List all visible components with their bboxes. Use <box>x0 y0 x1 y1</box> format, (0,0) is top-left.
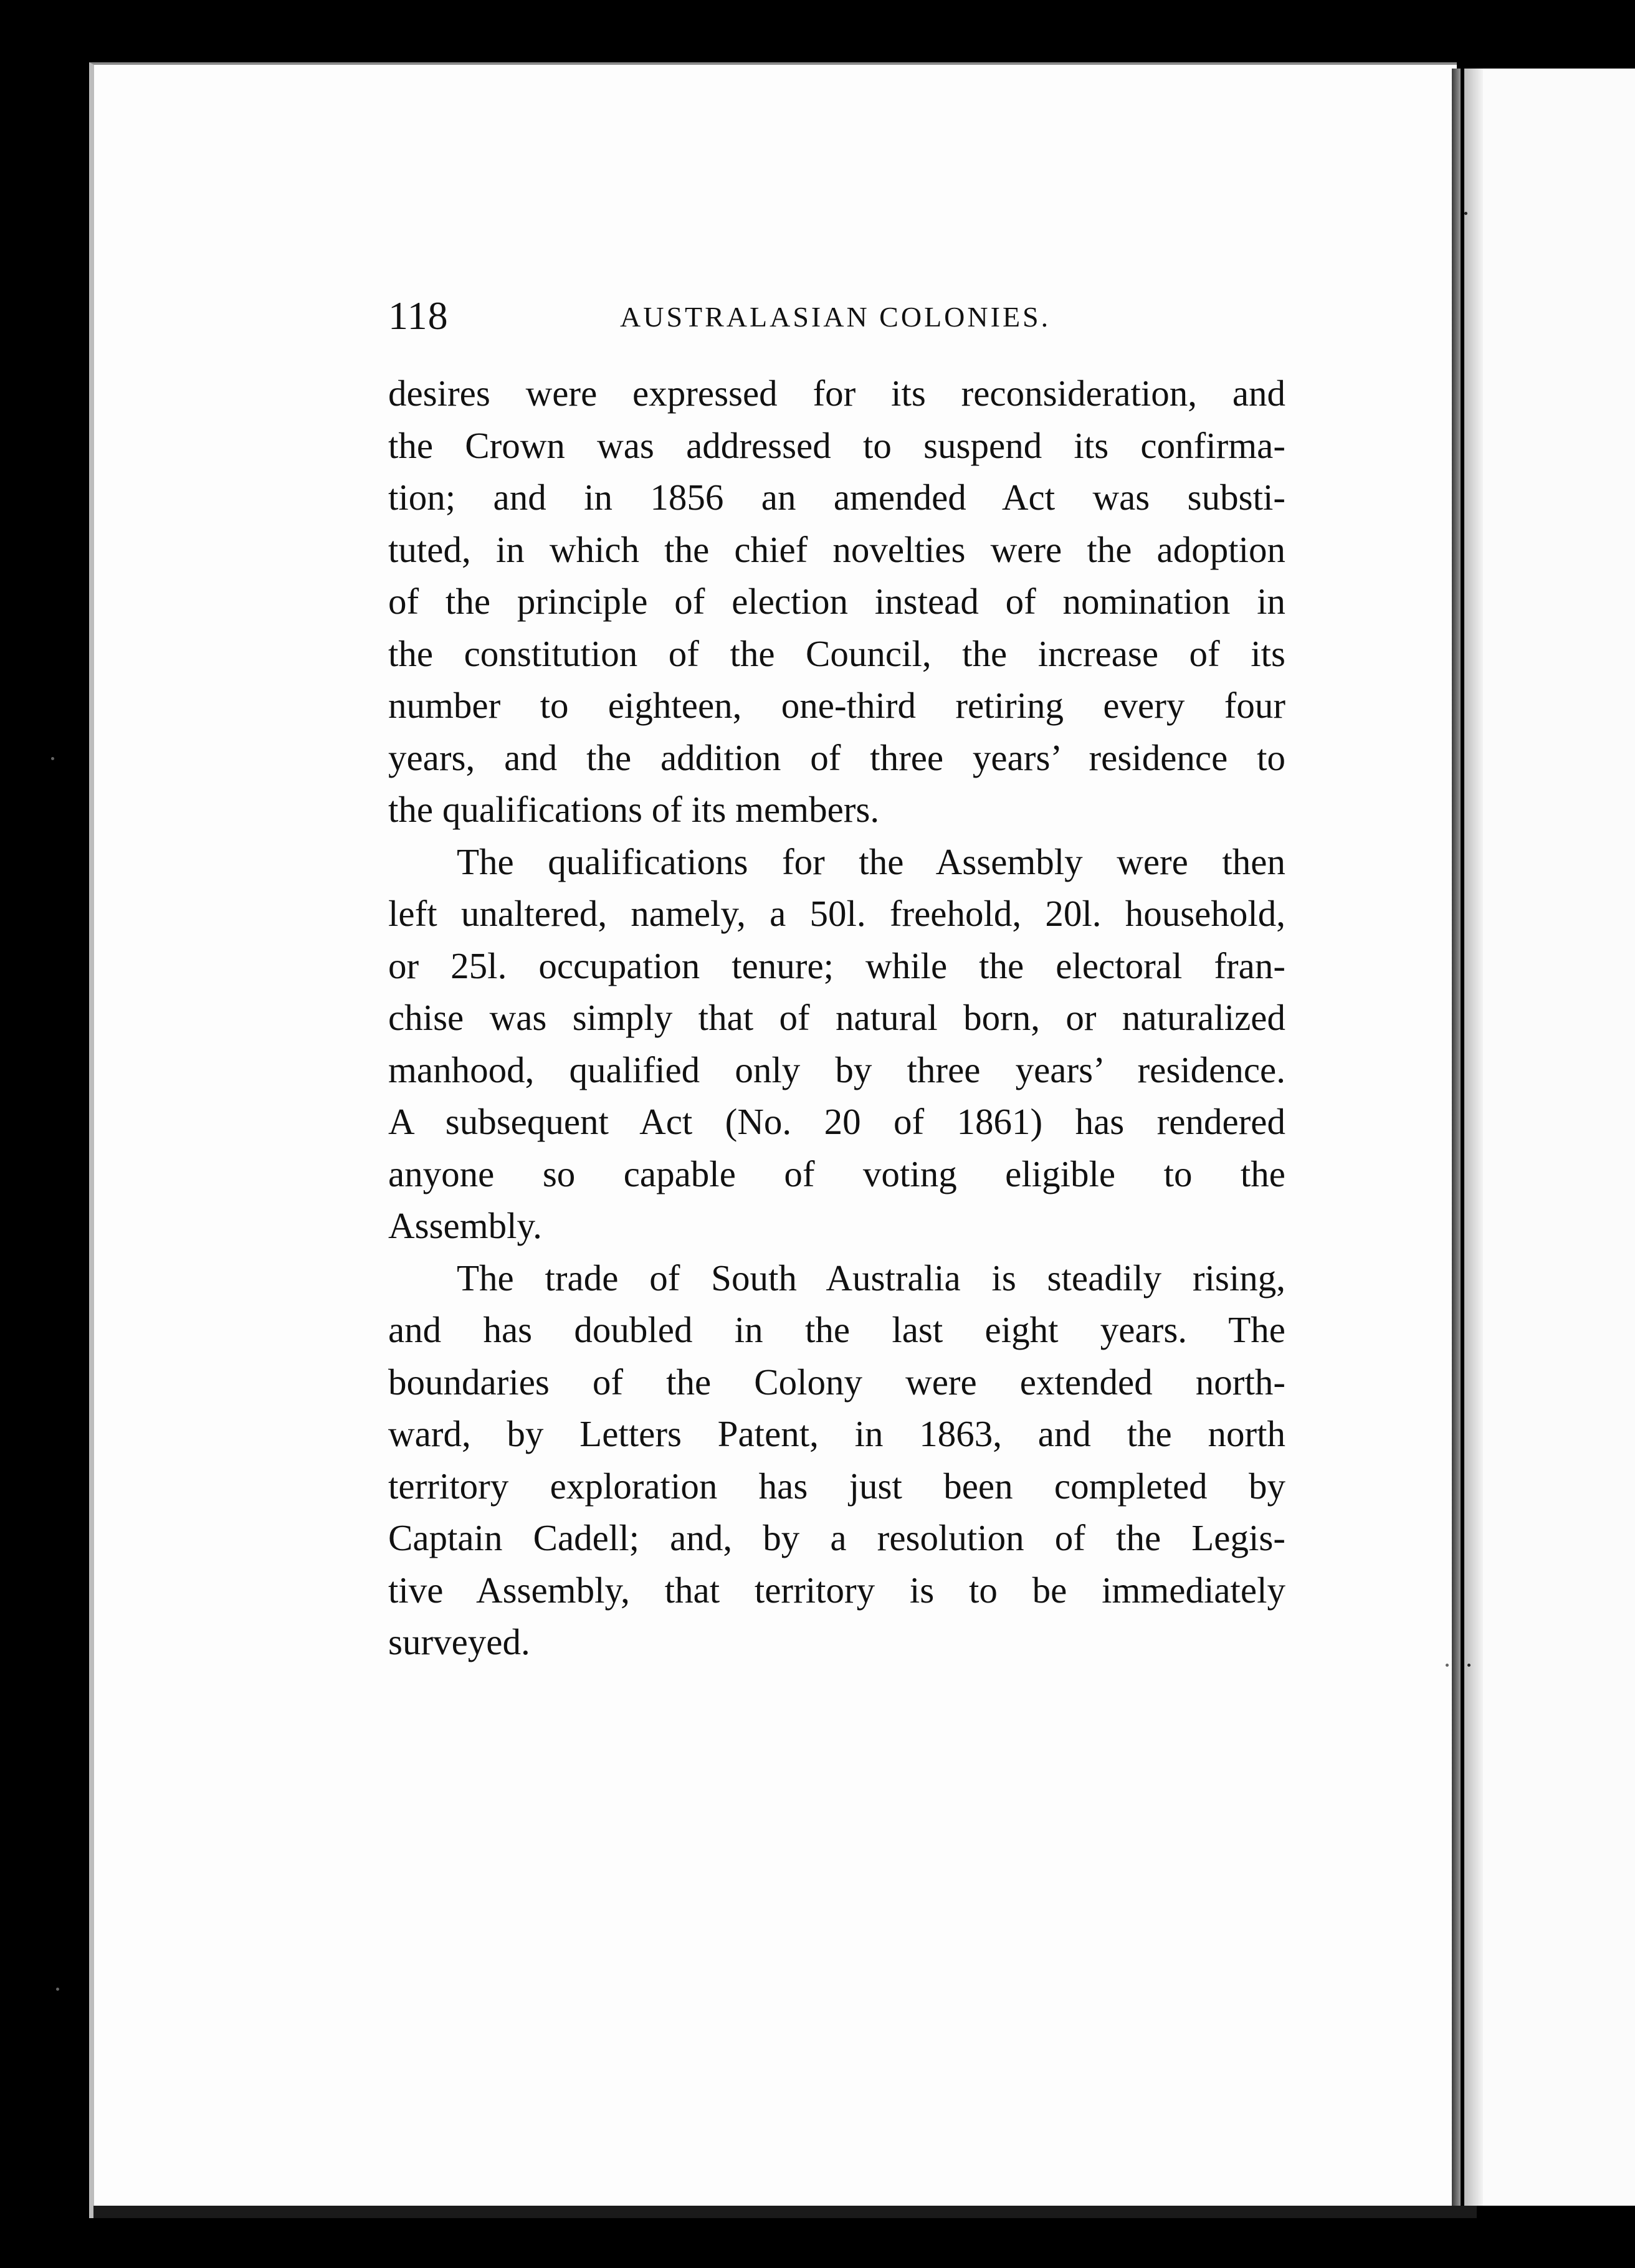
running-title: AUSTRALASIAN COLONIES. <box>620 301 1051 333</box>
text-line: the Crown was addressed to suspend its confirma- <box>388 424 1285 466</box>
page-edge-shadow <box>1452 69 1461 2212</box>
scan-speck <box>1467 1664 1471 1667</box>
text-line: A subsequent Act (No. 20 of 1861) has rendered <box>388 1101 1285 1142</box>
text-line: left unaltered, namely, a 50l. freehold, 20l. household, <box>388 893 1285 934</box>
facing-page-edge <box>1464 69 1635 2206</box>
scan-speck <box>51 757 54 760</box>
text-line: or 25l. occupation tenure; while the electoral fran- <box>388 945 1285 986</box>
text-line: number to eighteen, one-third retiring every four <box>388 685 1285 726</box>
text-line: of the principle of election instead of nomination in <box>388 581 1285 622</box>
text-line: ward, by Letters Patent, in 1863, and the north <box>388 1413 1285 1454</box>
text-line: The trade of South Australia is steadily rising, <box>457 1257 1285 1298</box>
page-number: 118 <box>388 293 449 338</box>
paragraph-1 <box>388 368 1285 836</box>
text-line: anyone so capable of voting eligible to the <box>388 1153 1285 1194</box>
text-line: surveyed. <box>388 1621 530 1662</box>
text-line: tion; and in 1856 an amended Act was substi- <box>388 477 1285 518</box>
text-line: years, and the addition of three years’ residence to <box>388 736 1285 778</box>
scan-speck <box>1446 1664 1449 1667</box>
page-bottom-edge <box>93 2206 1477 2218</box>
text-line: tuted, in which the chief novelties were the adoption <box>388 528 1285 570</box>
gutter-shadow <box>1464 69 1483 2206</box>
text-line: the qualifications of its members. <box>388 789 880 830</box>
scan-speck <box>56 1988 59 1991</box>
text-line: Assembly. <box>388 1205 542 1246</box>
paragraph-2 <box>388 836 1285 1252</box>
running-head <box>388 293 1285 343</box>
scan-speck <box>1464 212 1467 215</box>
text-line: chise was simply that of natural born, or naturalized <box>388 997 1285 1038</box>
text-line: desires were expressed for its reconsideration, and <box>388 373 1285 414</box>
text-line: The qualifications for the Assembly were then <box>457 841 1285 882</box>
text-line: the constitution of the Council, the increase of its <box>388 632 1285 674</box>
text-line: Captain Cadell; and, by a resolution of the Legis- <box>388 1517 1285 1558</box>
text-line: and has doubled in the last eight years. The <box>388 1309 1285 1350</box>
paragraph-3 <box>388 1252 1285 1669</box>
body-text <box>388 368 1285 1669</box>
text-line: tive Assembly, that territory is to be immediately <box>388 1569 1285 1611</box>
text-line: territory exploration has just been completed by <box>388 1465 1285 1507</box>
text-line: manhood, qualified only by three years’ residence. <box>388 1049 1285 1090</box>
text-line: boundaries of the Colony were extended north- <box>388 1361 1285 1403</box>
